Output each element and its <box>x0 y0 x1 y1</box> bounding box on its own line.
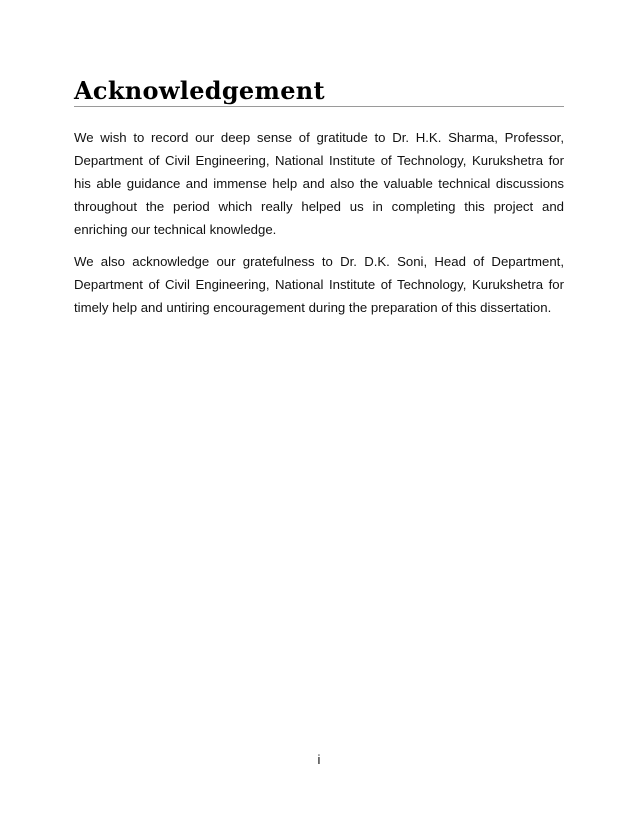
paragraph-gratitude: We wish to record our deep sense of gratitude to Dr. H.K. Sharma, Professor, Department of Civil Engineering, National Institute of Technology, Kurukshetra for his able guidance and immense help and also the valuable technical discussions throughout the period which really helped us in completing this project and enriching our technical knowledge. <box>74 130 564 237</box>
paragraph-gratefulness: We also acknowledge our gratefulness to Dr. D.K. Soni, Head of Department, Department of Civil Engineering, National Institute of Technology, Kurukshetra for timely help and untiring encouragement during the preparation of this dissertation. <box>74 254 564 315</box>
page-number: i <box>317 752 321 767</box>
title-underline-divider <box>74 106 564 107</box>
page-title: Acknowledgement <box>74 76 325 105</box>
acknowledgement-body <box>74 126 564 328</box>
